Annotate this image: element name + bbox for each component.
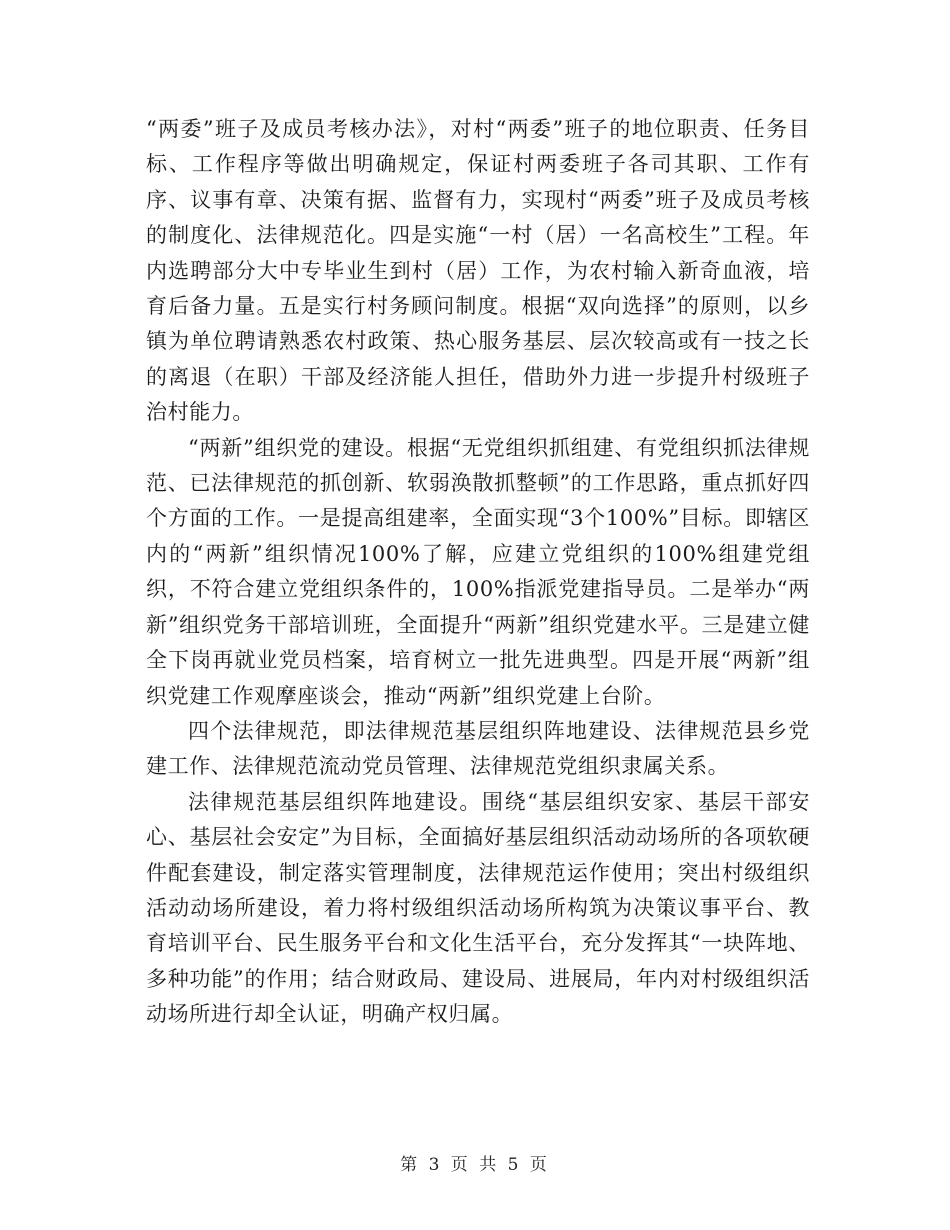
paragraph-two-new-organizations: “两新”组织党的建设。根据“无党组织抓组建、有党组织抓法律规范、已法律规范的抓创新、软弱涣散抓整顿”的工作思路，重点抓好四个方面的工作。一是提高组建率，全面实现“3个100%”目标。即辖区内的“两新”组织情况100%了解，应建立党组织的100%组建党组织，不符合建立党组织条件的，100%指派党建指导员。二是举办“两新”组织党务干部培训班，全面提升“两新”组织党建水平。三是建立健全下岗再就业党员档案，培育树立一批先进典型。四是开展“两新”组织党建工作观摩座谈会，推动“两新”组织党建上台阶。 bbox=[146, 435, 810, 708]
paragraph-continuation: “两委”班子及成员考核办法》，对村“两委”班子的地位职责、任务目标、工作程序等做出明确规定，保证村两委班子各司其职、工作有序、议事有章、决策有据、监督有力，实现村“两委”班子及成员考核的制度化、法律规范化。四是实施“一村（居）一名高校生”工程。年内选聘部分大中专毕业生到村（居）工作，为农村输入新奇血液，培育后备力量。五是实行村务顾问制度。根据“双向选择”的原则，以乡镇为单位聘请熟悉农村政策、热心服务基层、层次较高或有一技之长的离退（在职）干部及经济能人担任，借助外力进一步提升村级班子治村能力。 bbox=[146, 117, 810, 425]
paragraph-position-construction: 法律规范基层组织阵地建设。围绕“基层组织安家、基层干部安心、基层社会安定”为目标，全面搞好基层组织活动动场所的各项软硬件配套建设，制定落实管理制度，法律规范运作使用；突出村级组织活动动场所建设，着力将村级组织活动场所构筑为决策议事平台、教育培训平台、民生服务平台和文化生活平台，充分发挥其“一块阵地、多种功能”的作用；结合财政局、建设局、进展局，年内对村级组织活动场所进行却全认证，明确产权归属。 bbox=[146, 789, 810, 1027]
document-body bbox=[146, 112, 810, 1033]
page-number-footer: 第 3 页 共 5 页 bbox=[400, 1155, 550, 1175]
paragraph-four-regulations: 四个法律规范，即法律规范基层组织阵地建设、法律规范县乡党建工作、法律规范流动党员管理、法律规范党组织隶属关系。 bbox=[146, 718, 810, 779]
